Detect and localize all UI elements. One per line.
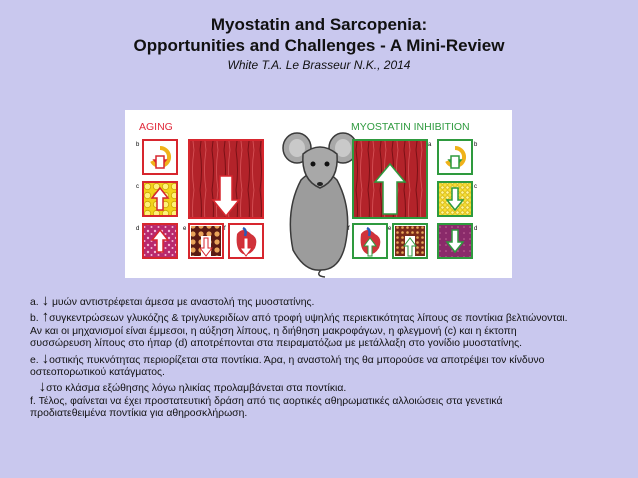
right-letter-a: a: [428, 142, 432, 148]
left-panel-c: [143, 182, 177, 216]
caption-f-line-1: f. Τέλος, φαίνεται να έχει προστατευτική δράση από τις αορτικές αθηρωματικές αλλοιώσεις στα γενετικά: [30, 395, 503, 407]
caption-a: [30, 292, 620, 309]
caption-b-prefix: b.: [30, 313, 42, 325]
left-panel-f-heart: [229, 224, 263, 258]
figure-aging-vs-myostatin-inhibition: [125, 110, 512, 278]
caption-a-text: μυών αντιστρέφεται άμεσα με αναστολή της μυοστατίνης.: [49, 297, 315, 308]
right-letter-c: c: [474, 184, 477, 190]
page-title-line-2: Opportunities and Challenges - A Mini-Review: [133, 36, 505, 55]
right-letter-e: e: [388, 226, 392, 232]
right-panel-d: [438, 224, 472, 258]
left-muscle-panel: [189, 140, 263, 218]
aging-label: AGING: [139, 121, 173, 133]
caption-e: [30, 349, 620, 367]
down-arrow-icon: ↓: [38, 378, 47, 396]
caption-e-line-2: οστεοπορωτικού κατάγματος.: [30, 367, 165, 379]
up-arrow-icon: ↑: [41, 308, 50, 326]
left-letter-d: d: [136, 226, 140, 232]
myostatin-inhibition-label: MYOSTATIN INHIBITION: [351, 121, 470, 133]
right-letter-f: f: [348, 226, 350, 232]
right-muscle-panel: [353, 140, 427, 218]
right-letter-b: b: [474, 142, 478, 148]
right-letter-d: d: [474, 226, 478, 232]
left-panel-d: [143, 224, 177, 258]
caption-b: [30, 308, 620, 326]
left-panel-e-bone: [189, 224, 223, 258]
page-title-line-1: Myostatin and Sarcopenia:: [210, 15, 428, 34]
caption: [30, 292, 620, 421]
caption-b-line-3: συσσώρευση λίπους στο ήπαρ (d) αποτρέπονται στα πειραματόζωα με μετάλλαξη στο γονίδιο μυοστατίνης.: [30, 338, 522, 350]
left-letter-c: c: [136, 184, 139, 190]
left-letter-e: e: [183, 226, 187, 232]
caption-e-text: οστικής πυκνότητας περιορίζεται στα ποντίκια. Άρα, η αναστολή της θα μπορούσε να αποτρέψει τον κίνδυνο: [49, 354, 545, 366]
down-arrow-icon: ↓: [41, 292, 50, 309]
caption-e-heart: [30, 378, 620, 396]
caption-f-line-2: προδιατεθειμένα ποντίκια για αθηροσκλήρωση.: [30, 408, 248, 420]
authors-citation: White T.A. Le Brasseur N.K., 2014: [227, 58, 411, 72]
title-block: [0, 14, 638, 73]
caption-b-text: συγκεντρώσεων γλυκόζης & τριγλυκεριδίων από τροφή υψηλής περιεκτικότητας λίπους σε ποντίκια βελτιώνονται.: [49, 313, 568, 325]
caption-e-heart-text: στο κλάσμα εξώθησης λόγω ηλικίας προλαμβάνεται στα ποντίκια.: [46, 383, 347, 395]
right-panel-f-heart: [353, 224, 387, 258]
caption-a-prefix: a.: [30, 297, 42, 308]
caption-b-line-2: Αν και οι μηχανισμοί είναι έμμεσοι, η αύξηση λίπους, η διήθηση μακροφάγων, η φλεγμονή (c) και η έκτοπη: [30, 325, 517, 337]
left-panel-b: [143, 140, 177, 174]
down-arrow-icon: ↓: [41, 349, 50, 367]
mouse-illustration: [283, 133, 357, 277]
figure-illustration: [125, 110, 512, 278]
right-panel-c: [438, 182, 472, 216]
caption-e-prefix: e.: [30, 354, 42, 366]
left-letter-b: b: [136, 142, 140, 148]
right-panel-e-bone: [393, 224, 427, 258]
right-panel-b: [438, 140, 472, 174]
left-letter-f: f: [224, 226, 226, 232]
